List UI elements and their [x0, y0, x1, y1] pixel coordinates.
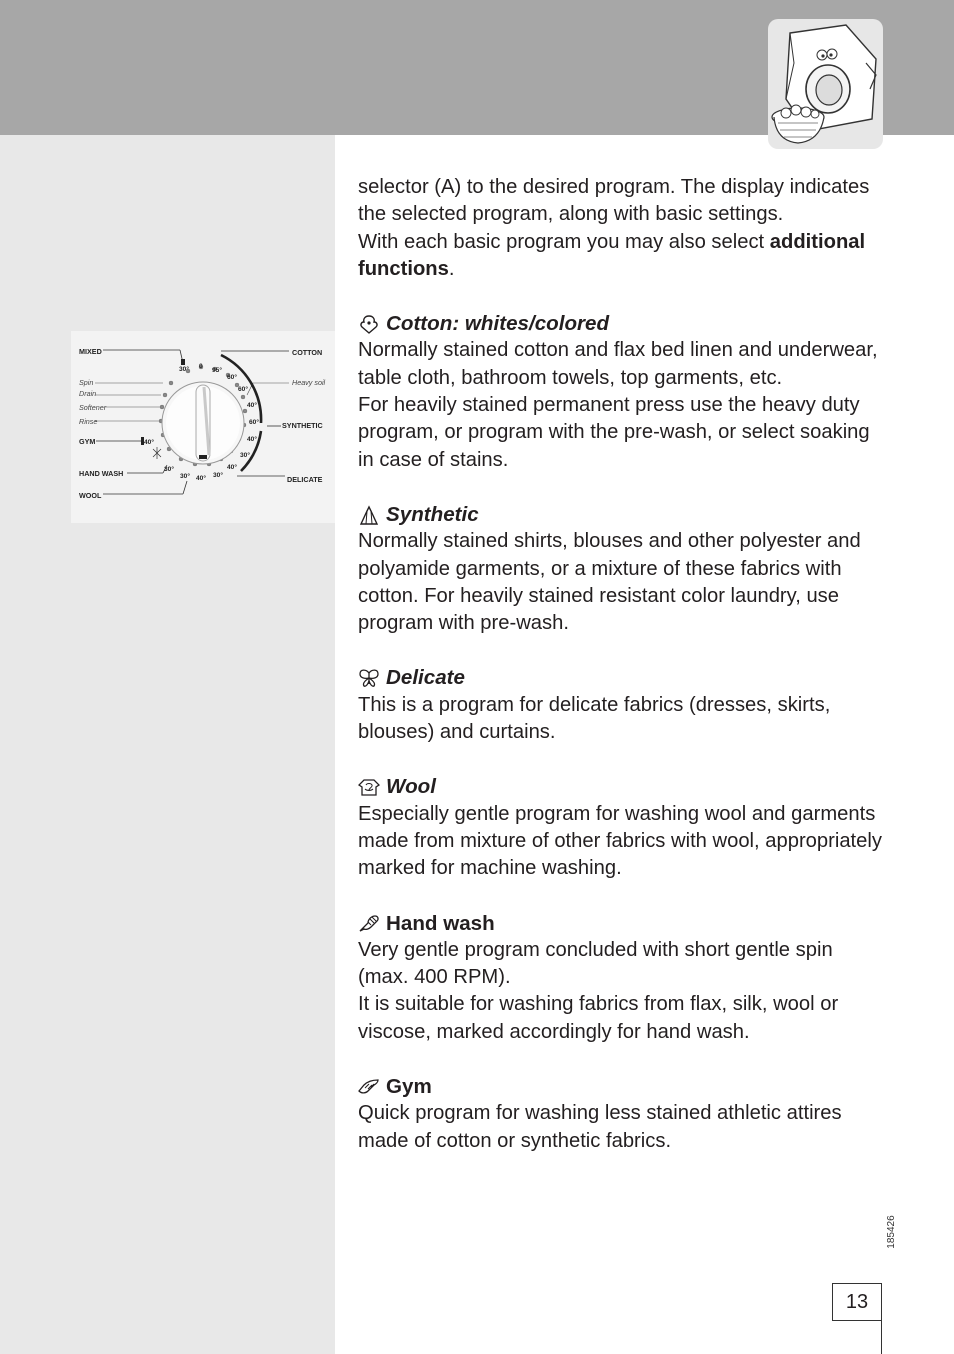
cotton-description-2: For heavily stained permanent press use the heavy duty program, or program with the pre-wash, or select soaking in case of stains. — [358, 394, 870, 471]
program-descriptions — [358, 174, 888, 1155]
dial-temp: 30° — [179, 366, 189, 373]
hand-wash-icon — [358, 913, 380, 933]
program-title-hand-wash: Hand wash — [358, 910, 888, 937]
additional-functions-term: additional functions — [358, 230, 866, 280]
dial-temp: 60° — [249, 419, 259, 426]
washing-machine-mascot-icon — [768, 19, 883, 149]
dial-label-wool: WOOL — [79, 491, 102, 500]
dial-label-synthetic: SYNTHETIC — [282, 421, 323, 430]
dial-temp: 40° — [144, 439, 154, 446]
dial-temp: 40° — [247, 402, 257, 409]
document-code: 185426 — [886, 1215, 897, 1249]
dial-label-delicate: DELICATE — [287, 475, 323, 484]
dial-temp: 60° — [227, 374, 237, 381]
program-title-synthetic: Synthetic — [358, 501, 888, 528]
intro-paragraph: selector (A) to the desired program. The display indicates the selected program, along with basic settings. — [358, 176, 870, 226]
dial-temp: 30° — [180, 473, 190, 480]
program-title-gym: Gym — [358, 1073, 888, 1100]
synthetic-description: Normally stained shirts, blouses and other polyester and polyamide garments, or a mixture of these fabrics with cotton. For heavily stained resistant color laundry, use program with pre-wash. — [358, 530, 861, 635]
dial-temp: 60° — [238, 386, 248, 393]
dial-temp: 40° — [227, 464, 237, 471]
gym-description: Quick program for washing less stained athletic attires made of cotton or synthetic fabrics. — [358, 1102, 842, 1152]
dial-temp: 95° — [212, 367, 222, 374]
dial-label-drain: Drain — [79, 389, 97, 398]
dial-label-softener: Softener — [79, 403, 107, 412]
cotton-icon — [358, 314, 380, 334]
dial-temp: 30° — [240, 452, 250, 459]
program-title-cotton: Cotton: whites/colored — [358, 310, 888, 337]
hand-wash-description-2: It is suitable for washing fabrics from flax, silk, wool or viscose, marked accordingly for hand wash. — [358, 993, 839, 1043]
program-title-wool: Wool — [358, 773, 888, 800]
dial-label-rinse: Rinse — [79, 417, 98, 426]
wool-description: Especially gentle program for washing wool and garments made from mixture of other fabrics with wool, appropriately marked for machine washing. — [358, 802, 882, 880]
cotton-description-1: Normally stained cotton and flax bed linen and underwear, table cloth, bathroom towels, top garments, etc. — [358, 339, 878, 389]
program-title-delicate: Delicate — [358, 664, 888, 691]
dial-temp: 0 — [199, 363, 203, 370]
dial-temp: 40° — [196, 475, 206, 482]
dial-label-spin: Spin — [79, 378, 94, 387]
wool-icon — [358, 777, 380, 797]
dial-temp: 30° — [213, 472, 223, 479]
dial-label-hand-wash: HAND WASH — [79, 469, 124, 478]
page-number: 13 — [832, 1283, 882, 1321]
synthetic-icon — [358, 505, 380, 525]
delicate-description: This is a program for delicate fabrics (dresses, skirts, blouses) and curtains. — [358, 693, 831, 744]
hand-wash-description-1: Very gentle program concluded with short gentle spin (max. 400 RPM). — [358, 938, 833, 989]
page-number-rule — [881, 1321, 882, 1354]
dial-label-mixed: MIXED — [79, 347, 102, 356]
dial-temp: 40° — [247, 436, 257, 443]
left-column-background — [0, 135, 335, 1354]
delicate-icon — [358, 668, 380, 688]
gym-icon — [358, 1077, 380, 1097]
dial-label-gym: GYM — [79, 437, 96, 446]
intro-additional-functions: With each basic program you may also select additional functions. — [358, 230, 866, 280]
dial-label-heavy-soil: Heavy soil — [292, 378, 326, 387]
dial-label-cotton: COTTON — [292, 348, 323, 357]
dial-temp: 30° — [164, 466, 174, 473]
program-dial-figure — [71, 331, 335, 523]
